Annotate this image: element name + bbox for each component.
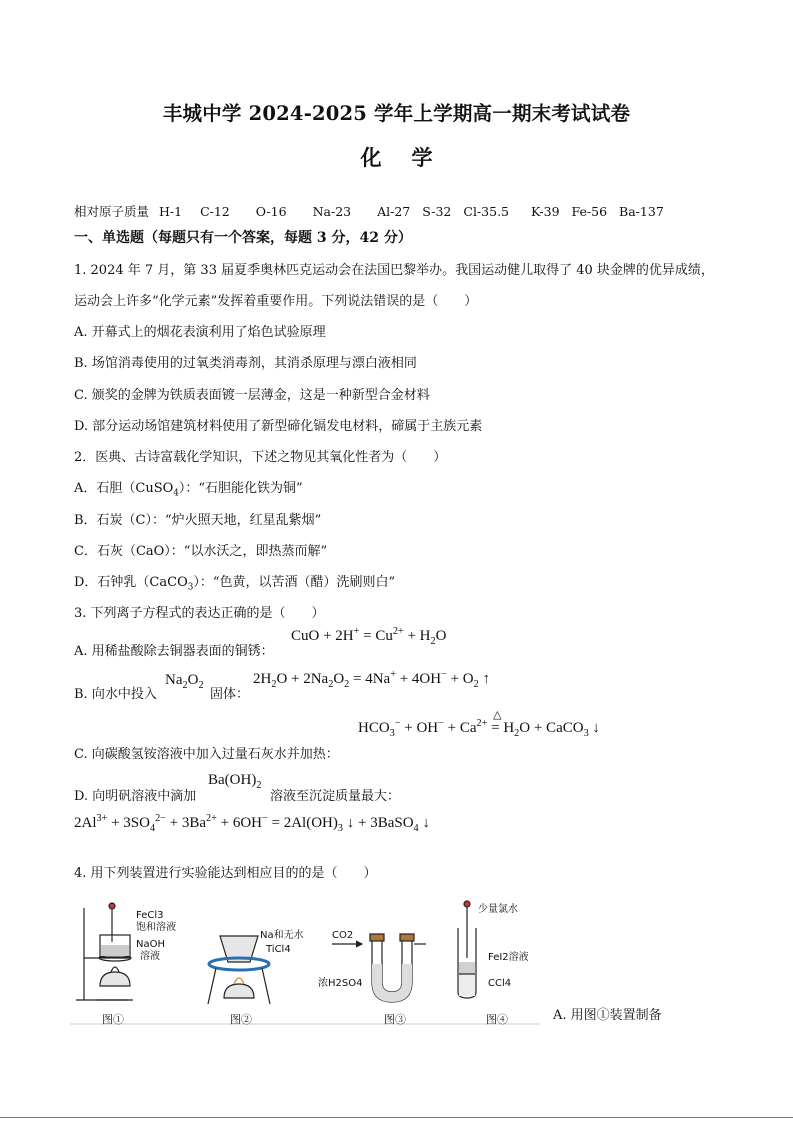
atomic-mass-item: O-16: [255, 204, 287, 219]
figure-1: [76, 903, 133, 1000]
q3-option-b-formula: $Na_2O_2$: [165, 672, 204, 691]
q4-stem: 4. 用下列装置进行实验能达到相应目的的是（ ）: [74, 866, 377, 881]
q2-d-prefix: D．石钟乳（CaCO: [74, 575, 188, 590]
figure-2: [208, 936, 270, 1004]
q3-option-a-equation: CuO + $2H^+ = Cu^{2+} + H_2O$: [291, 626, 447, 647]
q2-option-c: C．石灰（CaO）：“以水沃之，即热蒸而解”: [74, 544, 328, 559]
q1-stem-line2: 运动会上许多“化学元素”发挥着重要作用。下列说法错误的是（ ）: [74, 294, 478, 309]
apparatus-drawing: [70, 900, 540, 1028]
fig1-label-2: 饱和溶液: [136, 922, 176, 933]
q2-stem: 2．医典、古诗富载化学知识，下述之物见其氧化性者为（ ）: [74, 450, 447, 465]
section-heading: 一、单选题（每题只有一个答案，每题 3 分，42 分）: [74, 230, 412, 246]
atomic-mass-item: K-39: [530, 204, 560, 219]
q1-option-a: A. 开幕式上的烟花表演利用了焰色试验原理: [74, 325, 326, 340]
q4-option-a-start: A. 用图①装置制备: [553, 1008, 662, 1023]
q2-option-a: [74, 477, 303, 499]
atomic-masses: [74, 202, 678, 220]
exam-title: 丰城中学 2024-2025 学年上学期高一期末考试试卷: [162, 102, 631, 125]
q1-option-c: C. 颁奖的金牌为铁质表面镀一层薄金，这是一种新型合金材料: [74, 388, 430, 403]
q3-option-d-text-before: D. 向明矾溶液中滴加: [74, 789, 197, 804]
figure-3: [332, 934, 426, 1002]
q2-option-b: B．石炭（C）：“炉火照天地，红星乱紫烟”: [74, 513, 322, 528]
fig4-label-1: 少量氯水: [478, 904, 518, 915]
q2-a-prefix: A．石胆（CuSO: [74, 481, 174, 496]
q3-option-c-text: C. 向碳酸氢铵溶液中加入过量石灰水并加热：: [74, 747, 339, 762]
atomic-mass-item: Fe-56: [571, 204, 608, 219]
fig3-label-1: CO2: [332, 930, 354, 941]
atomic-mass-item: C-12: [200, 204, 230, 219]
atomic-mass-item: Ba-137: [619, 204, 664, 219]
fig1-label-1: FeCl3: [136, 910, 164, 921]
figure-4: [458, 901, 476, 998]
exam-subject: 化学: [360, 145, 463, 170]
q2-option-d: [74, 571, 396, 593]
atomic-mass-item: S-32: [422, 204, 452, 219]
q3-option-b-text-after: 固体：: [210, 687, 250, 702]
q2-d-suffix: ）：“色黄，以苦酒（醋）洗刷则白”: [193, 575, 396, 590]
apparatus-figure: [70, 900, 540, 1028]
q1-option-b: B. 场馆消毒使用的过氧类消毒剂，其消杀原理与漂白液相同: [74, 356, 417, 371]
q2-a-sub: 4: [173, 488, 179, 499]
atomic-mass-item: Cl-35.5: [463, 204, 509, 219]
fig4-label-2: FeI2溶液: [488, 952, 529, 963]
fig3-label-2: 浓H2SO4: [318, 978, 363, 989]
q2-d-sub: 3: [187, 582, 194, 593]
atomic-masses-label: 相对原子质量: [74, 204, 150, 219]
q1-stem-line1: 1. 2024 年 7 月，第 33 届夏季奥林匹克运动会在法国巴黎举办。我国运动健儿取得了 40 块金牌的优异成绩，: [74, 263, 714, 278]
q3-option-d-text-after: 溶液至沉淀质量最大：: [270, 789, 401, 804]
q1-option-d: D. 部分运动场馆建筑材料使用了新型碲化镉发电材料，碲属于主族元素: [74, 419, 483, 434]
fig1-label-3: NaOH: [136, 939, 165, 950]
atomic-mass-item: Na-23: [312, 204, 352, 219]
fig3-caption: 图③: [384, 1013, 406, 1026]
fig1-label-4: 溶液: [140, 951, 160, 962]
q3-option-c-equation: $HCO_3^- + OH^- + Ca^{2+}$ △ = $H_2O$ + CaCO$_3$ ↓: [358, 709, 600, 739]
q3-stem: 3. 下列离子方程式的表达正确的是（ ）: [74, 606, 325, 621]
q3-option-b-text-before: B. 向水中投入: [74, 687, 157, 702]
fig4-label-3: CCl4: [488, 978, 512, 989]
atomic-mass-item: H-1: [159, 204, 183, 219]
page-bottom-rule: [0, 1117, 793, 1118]
q2-a-suffix: ）：“石胆能化铁为铜”: [178, 481, 303, 496]
fig1-caption: 图①: [102, 1013, 124, 1026]
q3-option-d-formula: $Ba(OH)_2$: [208, 772, 262, 791]
fig2-label-2: TiCl4: [266, 944, 291, 955]
q3-option-b-equation: $2H_2O + 2Na_2O_2 = 4Na^+ + 4OH^- + O_2$ ↑: [253, 669, 490, 690]
fig4-caption: 图④: [486, 1013, 508, 1026]
q3-option-d-equation: $2Al^{3+} + 3SO_4^{2-} + 3Ba^{2+} + 6OH^- = 2Al(OH)_3$ ↓ + 3BaSO$_4$ ↓: [74, 813, 430, 834]
q3-option-a-text: A. 用稀盐酸除去铜器表面的铜锈：: [74, 644, 274, 659]
fig2-label-1: Na和无水: [260, 930, 304, 941]
atomic-mass-item: Al-27: [377, 204, 411, 219]
fig2-caption: 图②: [230, 1013, 252, 1026]
